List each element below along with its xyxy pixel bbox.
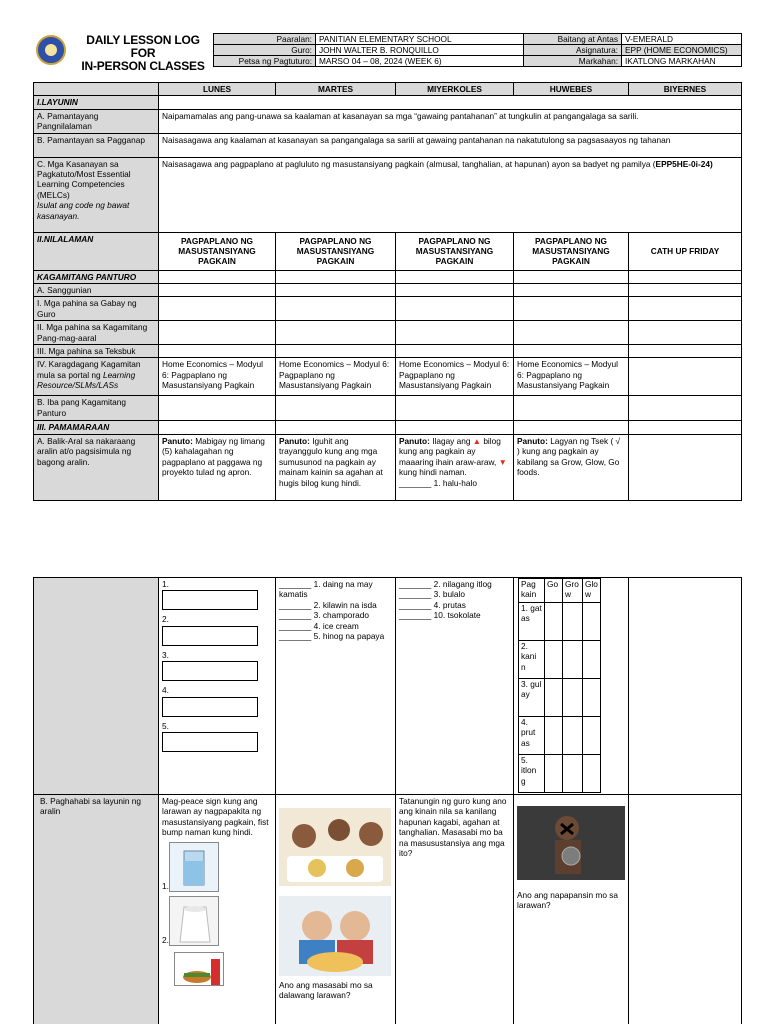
list-item: _______ 5. hinog na papaya bbox=[279, 631, 385, 642]
karagdagang-kagamitan-label: IV. Karagdagang Kagamitan mula sa portal ng Learning Resource/SLMs/LASs bbox=[34, 358, 159, 396]
fast-food-image bbox=[174, 952, 224, 986]
day-biyernes: BIYERNES bbox=[629, 83, 742, 96]
day-martes: MARTES bbox=[276, 83, 396, 96]
answer-box-2[interactable] bbox=[162, 626, 258, 646]
martes-items bbox=[276, 578, 396, 795]
baitang-label: Baitang at Antas bbox=[524, 34, 622, 45]
balik-aral-huwebes: Panuto: Lagyan ng Tsek ( √ ) kung ang pagkain ay kabilang sa Grow, Glow, Go foods. bbox=[514, 434, 629, 500]
topic-martes: PAGPAPLANO NG MASUSTANSIYANG PAGKAIN bbox=[276, 232, 396, 270]
petsa-label: Petsa ng Pagtuturo: bbox=[214, 56, 316, 67]
kasanayan-text: Naisasagawa ang pagpaplano at pagluluto ng masustansiyang pagkain (almusal, tanghalian, at hapunan) ayon sa badyet ng pamilya (EPP5HE-0i-24) bbox=[159, 157, 742, 232]
list-item: _______ 3. champorado bbox=[279, 610, 369, 621]
pamantayang-pangnilalaman-label: A. Pamantayang Pangnilalaman bbox=[34, 109, 159, 133]
info-table bbox=[213, 33, 742, 67]
markahan-value: IKATLONG MARKAHAN bbox=[622, 56, 742, 67]
sanggunian-label: A. Sanggunian bbox=[34, 284, 159, 297]
balik-aral-label: A. Balik-Aral sa nakaraang aralin at/o pagsisimula ng bagong aralin. bbox=[34, 434, 159, 500]
paghahabi-miyerkoles: Tatanungin ng guro kung ano ang kinain nila sa kanilang hapunan kagabi, agahan at tanghalian. Masasabi mo ba na masusustansiya ang mga ito? bbox=[396, 795, 514, 1024]
boys-eating-chips-photo bbox=[279, 896, 391, 976]
lr-lunes: Home Economics – Modyul 6: Pagpaplano ng Masustansiyang Pagkain bbox=[159, 358, 276, 396]
day-miyerkoles: MIYERKOLES bbox=[396, 83, 514, 96]
list-item: _______ 2. kilawin na isda bbox=[279, 599, 377, 610]
thumbs-down-icon: ▼ bbox=[498, 456, 507, 467]
huwebes-grow-glow-go bbox=[514, 578, 629, 795]
answer-box-3[interactable] bbox=[162, 661, 258, 681]
table-row: 1. gat as bbox=[519, 603, 545, 641]
deped-seal-icon bbox=[36, 35, 66, 65]
answer-box-5[interactable] bbox=[162, 732, 258, 752]
pamantayan-pagganap-label: B. Pamantayan sa Pagganap bbox=[34, 133, 159, 157]
header bbox=[33, 33, 741, 71]
topic-miyerkoles: PAGPAPLANO NG MASUSTANSIYANG PAGKAIN bbox=[396, 232, 514, 270]
baitang-value: V-EMERALD bbox=[622, 34, 742, 45]
table-row: 4. prut as bbox=[519, 717, 545, 755]
balik-aral-martes: Panuto: Iguhit ang trayanggulo kung ang mga sumusunod na pagkain ay mainam kainin sa agahan at hugis bilog kung hindi. bbox=[276, 434, 396, 500]
lesson-log-table bbox=[33, 82, 742, 501]
section-nilalaman: II.NILALAMAN bbox=[34, 232, 159, 270]
asignatura-label: Asignatura: bbox=[524, 45, 622, 56]
kids-eating-photo bbox=[279, 808, 391, 886]
topic-huwebes: PAGPAPLANO NG MASUSTANSIYANG PAGKAIN bbox=[514, 232, 629, 270]
title-line-1: DAILY LESSON LOG FOR bbox=[86, 33, 200, 60]
answer-box-1[interactable] bbox=[162, 590, 258, 610]
lr-miyerkoles: Home Economics – Modyul 6: Pagpaplano ng Masustansiyang Pagkain bbox=[396, 358, 514, 396]
miyerkoles-item-1: _______ 1. halu-halo bbox=[399, 477, 477, 488]
paaralan-value: PANITIAN ELEMENTARY SCHOOL bbox=[316, 34, 524, 45]
milk-image bbox=[169, 896, 219, 946]
markahan-label: Markahan: bbox=[524, 56, 622, 67]
asignatura-value: EPP (HOME ECONOMICS) bbox=[622, 45, 742, 56]
lunes-answer-boxes: 1. 2. 3. 4. 5. bbox=[159, 578, 276, 795]
iba-pang-kagamitan-label: B. Iba pang Kagamitang Panturo bbox=[34, 396, 159, 421]
day-huwebes: HUWEBES bbox=[514, 83, 629, 96]
paghahabi-label: B. Paghahabi sa layunin ng aralin bbox=[34, 795, 159, 1024]
malnourished-child-photo bbox=[517, 806, 625, 880]
table-row: 3. gul ay bbox=[519, 679, 545, 717]
list-item: _______ 3. bulalo bbox=[399, 589, 465, 600]
list-item: _______ 1. daing na may kamatis bbox=[279, 579, 373, 600]
gabay-guro-label: I. Mga pahina sa Gabay ng Guro bbox=[34, 297, 159, 321]
section-kagamitan: KAGAMITANG PANTURO bbox=[34, 270, 159, 283]
topic-biyernes: CATH UP FRIDAY bbox=[629, 232, 742, 270]
list-item: _______ 4. ice cream bbox=[279, 620, 359, 631]
kasanayan-note: Isulat ang code ng bawat kasanayan. bbox=[37, 200, 130, 221]
day-lunes: LUNES bbox=[159, 83, 276, 96]
paghahabi-martes: Ano ang masasabi mo sa dalawang larawan? bbox=[276, 795, 396, 1024]
list-item: _______ 2. nilagang itlog bbox=[399, 579, 492, 589]
topic-lunes: PAGPAPLANO NG MASUSTANSIYANG PAGKAIN bbox=[159, 232, 276, 270]
paaralan-label: Paaralan: bbox=[214, 34, 316, 45]
guro-value: JOHN WALTER B. RONQUILLO bbox=[316, 45, 524, 56]
balik-aral-lunes: Panuto: Mabigay ng limang (5) kahalagahan ng pagpaplano at paggawa ng proyekto tulad ng apron. bbox=[159, 434, 276, 500]
balik-aral-miyerkoles: Panuto: Ilagay ang ▲ bilog kung ang pagkain ay maaaring ihain araw-araw, ▼ kung hindi naman. _______ 1. halu-halo bbox=[396, 434, 514, 500]
answer-box-4[interactable] bbox=[162, 697, 258, 717]
section-pamamaraan: III. PAMAMARAAN bbox=[34, 421, 159, 434]
melc-code: EPP5HE-0i-24) bbox=[655, 158, 713, 169]
grow-glow-go-table: Pag kain Go Gro w Glo w 1. gat as 2. kani n 3. gul ay 4. prut as 5. itlon g bbox=[518, 578, 601, 793]
section-layunin: I.LAYUNIN bbox=[34, 96, 159, 109]
pamantayan-pagganap-text: Naisasagawa ang kaalaman at kasanayan sa pangangalaga sa sarili at gawaing pantahanan na nakatutulong sa pagsasaayos ng tahanan bbox=[159, 133, 742, 157]
lr-huwebes: Home Economics – Modyul 6: Pagpaplano ng Masustansiyang Pagkain bbox=[514, 358, 629, 396]
paghahabi-lunes: Mag-peace sign kung ang larawan ay nagpapakita ng masustansiyang pagkain, fist bump naman kung hindi. 1. 2. bbox=[159, 795, 276, 1024]
thumbs-up-icon: ▲ bbox=[472, 435, 482, 446]
paghahabi-huwebes: Ano ang napapansin mo sa larawan? bbox=[514, 795, 629, 1024]
petsa-value: MARSO 04 – 08, 2024 (WEEK 6) bbox=[316, 56, 524, 67]
table-row: 2. kani n bbox=[519, 641, 545, 679]
list-item: _______ 10. tsokolate bbox=[399, 610, 481, 621]
kagamitang-mag-aaral-label: II. Mga pahina sa Kagamitang Pang-mag-aaral bbox=[34, 321, 159, 345]
miyerkoles-items bbox=[396, 578, 514, 795]
water-glass-image bbox=[169, 842, 219, 892]
pamantayang-pangnilalaman-text: Naipamamalas ang pang-unawa sa kaalaman at kasanayan sa mga “gawaing pantahanan” at tungkulin at pangangalaga sa sarili. bbox=[159, 109, 742, 133]
title-line-2: IN-PERSON CLASSES bbox=[81, 59, 205, 73]
lr-martes: Home Economics – Modyul 6: Pagpaplano ng Masustansiyang Pagkain bbox=[276, 358, 396, 396]
document-title bbox=[73, 34, 213, 73]
days-row bbox=[34, 83, 742, 96]
list-item: _______ 4. prutas bbox=[399, 599, 466, 610]
teksbuk-label: III. Mga pahina sa Teksbuk bbox=[34, 345, 159, 358]
lesson-log-continuation bbox=[33, 577, 742, 1024]
table-row: 5. itlon g bbox=[519, 755, 545, 793]
guro-label: Guro: bbox=[214, 45, 316, 56]
kasanayan-label: C. Mga Kasanayan sa Pagkatuto/Most Essential Learning Competencies (MELCs) Isulat ang code ng bawat kasanayan. bbox=[34, 157, 159, 232]
